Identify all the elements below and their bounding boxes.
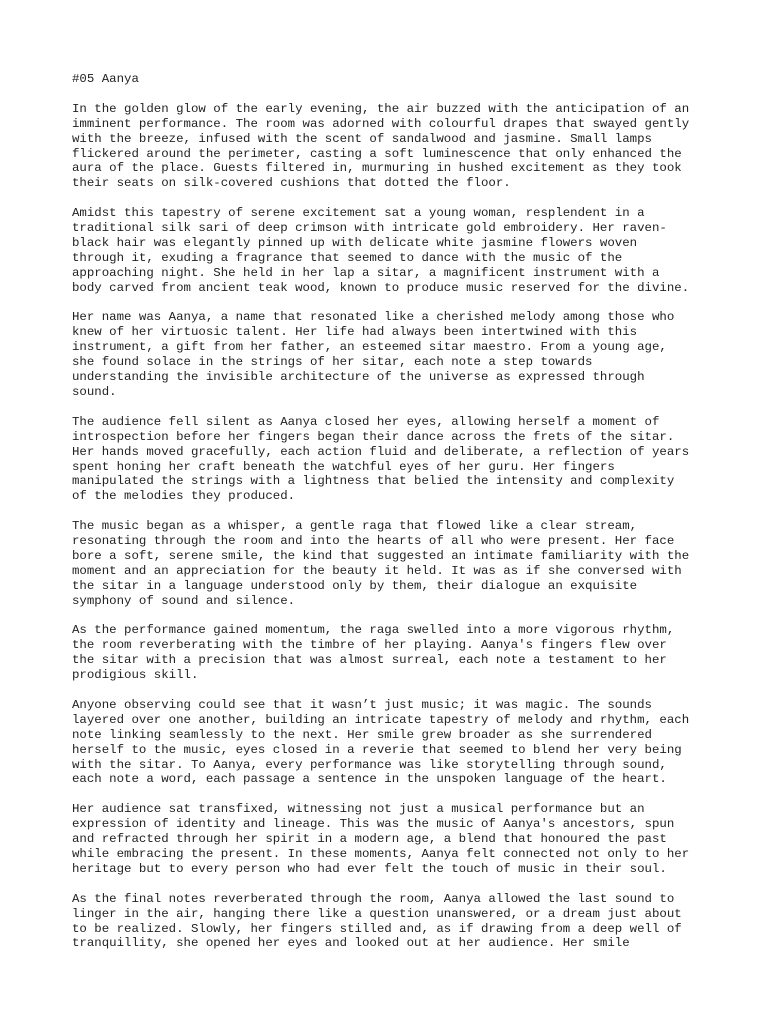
text-line: through it, exuding a fragrance that seemed to dance with the music of the xyxy=(72,250,623,265)
text-line: while embracing the present. In these moments, Aanya felt connected not only to her xyxy=(72,847,690,861)
paragraph xyxy=(72,802,712,877)
paragraph xyxy=(72,206,712,295)
document-body xyxy=(72,102,712,952)
text-line: to be realized. Slowly, her fingers stilled and, as if drawing from a deep well of xyxy=(72,921,682,936)
text-line: Her audience sat transfixed, witnessing not just a musical performance but an xyxy=(72,802,645,817)
text-line: she found solace in the strings of her sitar, each note a step towards xyxy=(72,355,593,370)
text-line: prodigious skill. xyxy=(72,668,199,683)
document-page xyxy=(72,72,712,966)
text-line: knew of her virtuosic talent. Her life had always been intertwined with this xyxy=(72,325,638,340)
text-line: manipulated the strings with a lightness that belied the intensity and complexity xyxy=(72,474,675,489)
text-line: layered over one another, building an intricate tapestry of melody and rhythm, each xyxy=(72,712,690,727)
text-line: the sitar in a language understood only by them, their dialogue an exquisite xyxy=(72,578,638,593)
text-line: with the breeze, infused with the scent of sandalwood and jasmine. Small lamps xyxy=(72,131,652,146)
text-line: resonating through the room and into the hearts of all who were present. Her face xyxy=(72,534,675,549)
text-line: tranquillity, she opened her eyes and looked out at her audience. Her smile xyxy=(72,936,630,951)
text-line: bore a soft, serene smile, the kind that suggested an intimate familiarity with the xyxy=(72,548,690,563)
text-line: traditional silk sari of deep crimson with intricate gold embroidery. Her raven- xyxy=(72,221,667,236)
text-line: expression of identity and lineage. This was the music of Aanya's ancestors, spun xyxy=(72,817,675,832)
text-line: and refracted through her spirit in a modern age, a blend that honoured the past xyxy=(72,832,667,847)
text-line: Her name was Aanya, a name that resonated like a cherished melody among those who xyxy=(72,310,675,325)
text-line: flickered around the perimeter, casting a soft luminescence that only enhanced the xyxy=(72,146,682,161)
text-line: each note a word, each passage a sentence in the unspoken language of the heart. xyxy=(72,772,667,787)
text-line: spent honing her craft beneath the watchful eyes of her guru. Her fingers xyxy=(72,459,615,474)
text-line: the sitar with a precision that was almost surreal, each note a testament to her xyxy=(72,653,667,668)
text-line: herself to the music, eyes closed in a reverie that seemed to blend her very being xyxy=(72,742,682,757)
text-line: of the melodies they produced. xyxy=(72,489,296,504)
text-line: the room reverberating with the timbre of her playing. Aanya's fingers flew over xyxy=(72,638,667,653)
paragraph xyxy=(72,415,712,504)
text-line: approaching night. She held in her lap a sitar, a magnificent instrument with a xyxy=(72,265,660,280)
text-line: aura of the place. Guests filtered in, murmuring in hushed excitement as they took xyxy=(72,161,682,176)
text-line: Her hands moved gracefully, each action fluid and deliberate, a reflection of years xyxy=(72,444,690,459)
text-line: heritage but to every person who had ever felt the touch of music in their soul. xyxy=(72,861,667,876)
text-line: imminent performance. The room was adorned with colourful drapes that swayed gently xyxy=(72,116,690,131)
paragraph xyxy=(72,519,712,608)
text-line: In the golden glow of the early evening, the air buzzed with the anticipation of an xyxy=(72,101,690,116)
text-line: The audience fell silent as Aanya closed her eyes, allowing herself a moment of xyxy=(72,414,660,429)
paragraph xyxy=(72,698,712,787)
text-line: understanding the invisible architecture of the universe as expressed through xyxy=(72,370,645,385)
text-line: symphony of sound and silence. xyxy=(72,593,296,608)
text-line: Amidst this tapestry of serene excitement sat a young woman, resplendent in a xyxy=(72,206,645,221)
paragraph xyxy=(72,623,712,683)
paragraph xyxy=(72,102,712,191)
text-line: sound. xyxy=(72,384,117,399)
text-line: moment and an appreciation for the beauty it held. It was as if she conversed with xyxy=(72,563,682,578)
document-title: #05 Aanya xyxy=(72,72,139,86)
text-line: As the final notes reverberated through the room, Aanya allowed the last sound to xyxy=(72,891,675,906)
text-line: their seats on silk-covered cushions that dotted the floor. xyxy=(72,176,511,191)
paragraph xyxy=(72,892,712,952)
paragraph xyxy=(72,310,712,399)
text-line: instrument, a gift from her father, an esteemed sitar maestro. From a young age, xyxy=(72,340,667,355)
text-line: black hair was elegantly pinned up with delicate white jasmine flowers woven xyxy=(72,235,638,250)
text-line: linger in the air, hanging there like a question unanswered, or a dream just about xyxy=(72,906,682,921)
text-line: body carved from ancient teak wood, known to produce music reserved for the divine. xyxy=(72,280,690,295)
text-line: Anyone observing could see that it wasn’t just music; it was magic. The sounds xyxy=(72,697,652,712)
text-line: with the sitar. To Aanya, every performance was like storytelling through sound, xyxy=(72,757,667,772)
text-line: As the performance gained momentum, the raga swelled into a more vigorous rhythm, xyxy=(72,623,675,638)
text-line: The music began as a whisper, a gentle raga that flowed like a clear stream, xyxy=(72,519,638,534)
text-line: introspection before her fingers began their dance across the frets of the sitar. xyxy=(72,429,675,444)
text-line: note linking seamlessly to the next. Her smile grew broader as she surrendered xyxy=(72,727,652,742)
